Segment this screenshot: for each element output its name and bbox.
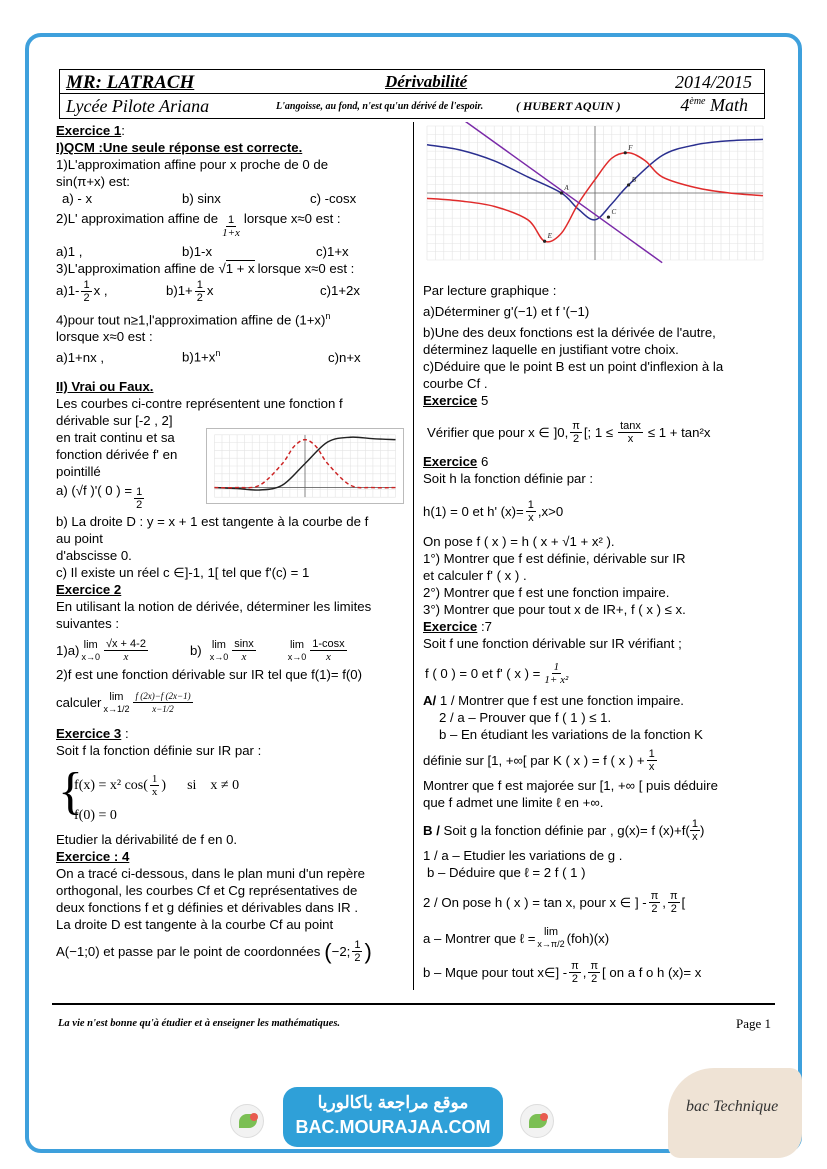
fraction-denominator: 2 <box>670 902 677 915</box>
exercise-4-text: La droite D est tangente à la courbe Cf au point <box>56 916 334 932</box>
exercise-6-text: Soit h la fonction définie par : <box>423 471 594 486</box>
exercise-5-statement <box>423 415 768 449</box>
header-quote: L'angoisse, au fond, n'est qu'un dérivé de l'espoir. <box>276 101 484 112</box>
true-false-text: pointillé <box>56 463 101 479</box>
fraction-denominator: 2 <box>196 292 203 304</box>
chart-cf-cg <box>423 122 767 264</box>
exercise-4-qc2: courbe Cf . <box>423 376 488 391</box>
lim-subscript: x→1/2 <box>103 703 130 714</box>
exercise-7-a4 <box>423 743 768 777</box>
exercise-4-qc1: c)Déduire que le point B est un point d'inflexion à la <box>423 359 724 374</box>
teacher-name: MR: LATRACH <box>66 72 195 93</box>
exercise-4-text5 <box>56 939 411 964</box>
fraction-denominator: x <box>528 511 534 524</box>
statement-text: a – Montrer que ℓ = <box>423 930 536 946</box>
fraction <box>195 279 205 304</box>
fraction-denominator: x <box>151 785 158 798</box>
qcm-q1-choices <box>56 190 411 207</box>
fraction-numerator: 1 <box>136 485 143 498</box>
fraction-numerator: 1-cosx <box>312 638 345 651</box>
exercise-5-title: Exercice <box>423 393 478 408</box>
exponent: n <box>215 348 221 359</box>
statement-text: Vérifier que pour x ∈ ]0, <box>427 424 569 440</box>
quote-author: ( HUBERT AQUIN ) <box>516 99 621 113</box>
fraction <box>569 960 581 985</box>
exercise-3-colon: : <box>124 725 129 741</box>
exercise-4-reading: Par lecture graphique : <box>423 283 557 298</box>
fraction-denominator: 2 <box>651 902 658 915</box>
piecewise-definition <box>56 763 411 827</box>
statement-text: , <box>662 894 666 910</box>
fraction-numerator: π <box>590 959 599 972</box>
true-false-c: c) Il existe un réel c ∈]-1, 1[ tel que f'(c) = 1 <box>56 564 310 580</box>
exercise-2-text: suivantes : <box>56 615 120 631</box>
fraction-denominator: 1+ x² <box>544 673 569 686</box>
exercise-7-text: Soit f une fonction dérivable sur IR vérifiant ; <box>423 636 682 651</box>
question-text: lorsque x≈0 est : <box>243 211 341 226</box>
fraction-numerator: π <box>669 889 678 902</box>
choice <box>56 279 166 304</box>
fraction-numerator: 1 <box>648 747 655 760</box>
qcm-q4-line2: lorsque x≈0 est : <box>56 329 153 345</box>
paren-open: ( <box>324 938 332 964</box>
fraction-numerator: π <box>572 419 580 432</box>
true-false-text: en trait continu et sa <box>56 429 175 445</box>
exercise-7-b2: b – Déduire que ℓ = 2 f ( 1 ) <box>427 865 586 880</box>
fraction-numerator: 1 <box>83 279 90 291</box>
column-divider <box>413 122 414 990</box>
fraction <box>232 638 256 663</box>
choice-text: a)1- <box>56 282 80 298</box>
equation-text: f(x) = x² cos( <box>74 777 148 793</box>
fraction <box>81 279 91 304</box>
statement-text: b – Mque pour tout x∈] - <box>423 964 568 980</box>
choice: c) -cosx <box>310 191 357 206</box>
exercise-6-h <box>423 493 768 529</box>
choice: c)n+x <box>328 349 361 365</box>
fraction-denominator: x <box>326 651 331 664</box>
choice: a) - x <box>62 191 93 206</box>
fraction-numerator: 1 <box>196 279 203 291</box>
statement-text: ≤ 1 + tan²x <box>647 424 711 440</box>
sqrt-radicand: 1 + x <box>225 261 255 276</box>
qcm-q4-line1 <box>56 308 411 328</box>
school-year: 2014/2015 <box>674 72 752 92</box>
exercise-3-question: Etudier la dérivabilité de f en 0. <box>56 831 238 847</box>
exercise-6-q2: 2°) Montrer que f est une fonction impaire. <box>423 585 670 600</box>
fraction <box>352 939 362 964</box>
qcm-title: I)QCM :Une seule réponse est correcte. <box>56 140 303 155</box>
fraction-denominator: 2 <box>136 498 143 511</box>
fraction-numerator: 1 <box>354 938 361 951</box>
lim-subscript: x→π/2 <box>537 939 565 949</box>
lim-subscript: x→0 <box>287 651 307 662</box>
exercise-7-a3: b – En étudiant les variations de la fonction K <box>439 727 703 742</box>
fraction-numerator: 1 <box>527 498 534 511</box>
true-false-title: II) Vrai ou Faux. <box>56 378 154 394</box>
exercise-2-text: En utilisant la notion de dérivée, déterminer les limites <box>56 598 372 614</box>
paren-close: ) <box>364 938 372 964</box>
fraction-denominator: x <box>627 432 634 445</box>
fraction-numerator: 1 <box>691 817 698 830</box>
true-false-text: Les courbes ci-contre représentent une fonction f <box>56 395 343 411</box>
point-marker <box>560 191 563 194</box>
limit-operator <box>537 926 564 950</box>
exercise-4-text: A(−1;0) et passe par le point de coordonnées <box>56 943 321 959</box>
true-false-text: fonction dérivée f' en <box>56 446 178 462</box>
point-coordinate: −2; <box>331 943 351 959</box>
header-top-row <box>60 70 764 94</box>
fraction-numerator: √x + 4-2 <box>105 638 146 651</box>
statement-text: 1 / Montrer que f est une fonction impaire. <box>436 693 684 708</box>
fraction <box>133 690 192 715</box>
choice <box>166 279 320 304</box>
qcm-q3 <box>56 260 411 277</box>
statement-text: (foh)(x) <box>566 930 610 946</box>
choice: b) sinx <box>182 191 221 206</box>
fraction-denominator: 2 <box>591 972 598 985</box>
exercise-4-text: orthogonal, les courbes Cf et Cg représentatives de <box>56 882 358 898</box>
point-label: F <box>628 143 633 152</box>
question-text: lorsque x≈0 est : <box>257 261 355 276</box>
brand-logo-icon <box>230 1104 264 1138</box>
exercise-6-q1b: et calculer f' ( x ) . <box>423 568 527 583</box>
fraction-numerator: f (2x)−f (2x−1) <box>135 691 191 702</box>
lim-text: lim <box>109 690 124 703</box>
fraction <box>134 486 144 511</box>
qcm-q2 <box>56 210 411 239</box>
limits-row <box>56 636 411 666</box>
exercise-6-q3: 3°) Montrer que pour tout x de IR+, f ( x ) ≤ x. <box>423 602 686 617</box>
exercise-6-title: Exercice <box>423 454 478 469</box>
fraction-denominator: x <box>123 651 129 664</box>
calc-label: calculer <box>56 695 102 711</box>
page-number: Page 1 <box>735 1016 771 1031</box>
statement-text: définie sur [1, +∞[ par K ( x ) = f ( x ) + <box>423 752 645 768</box>
statement-text: , <box>582 964 587 980</box>
limit-operator <box>288 639 307 663</box>
limit-label: 1)a) <box>56 643 80 659</box>
qcm-q3-choices <box>56 279 411 304</box>
fraction-denominator: x <box>648 760 655 773</box>
exercise-6-q1: 1°) Montrer que f est définie, dérivable sur IR <box>423 551 686 566</box>
point-label: B <box>631 175 636 184</box>
fraction <box>649 890 661 915</box>
exercise-7-a5: Montrer que f est majorée sur [1, +∞ [ puis déduire <box>423 778 718 793</box>
qcm-q1-line2: sin(π+x) est: <box>56 174 130 189</box>
choice-text: b)1+ <box>166 282 193 298</box>
fraction <box>220 214 242 239</box>
exercise-3-text: Soit f la fonction définie sur IR par : <box>56 742 262 758</box>
fraction <box>588 960 600 985</box>
class-level <box>680 95 748 116</box>
point-marker <box>543 240 546 243</box>
question-text: 2)L' approximation affine de <box>56 211 219 226</box>
choice <box>182 345 328 365</box>
fraction-denominator: 2 <box>354 951 361 964</box>
true-false-text: dérivable sur [-2 , 2] <box>56 412 173 428</box>
exercise-4-qa: a)Déterminer g'(−1) et f '(−1) <box>423 304 590 319</box>
fraction <box>618 420 643 445</box>
exercise-7-b3 <box>423 887 768 917</box>
choice-text: b)1+x <box>182 349 216 365</box>
statement-text: 2 / On pose h ( x ) = tan x, pour x ∈ ] - <box>423 894 647 910</box>
choice: a)1+nx , <box>56 349 105 365</box>
statement-text: h(1) = 0 et h' (x)= <box>423 503 524 519</box>
brand-url: BAC.MOURAJAA.COM <box>295 1117 491 1137</box>
fraction-denominator: x−1/2 <box>152 704 174 715</box>
limit-operator <box>103 691 129 715</box>
chart-f-and-derivative <box>206 428 404 504</box>
lim-subscript: x→0 <box>209 651 229 662</box>
fraction-numerator: tanx <box>620 419 641 432</box>
choice-text: x <box>206 282 214 298</box>
fraction-denominator: 2 <box>571 972 579 985</box>
limit-operator <box>210 639 229 663</box>
statement-text: [ <box>681 894 686 910</box>
school-name: Lycée Pilote Ariana <box>66 96 210 116</box>
fraction-numerator: 1 <box>553 660 560 673</box>
exercise-4-title: Exercice : 4 <box>56 848 130 864</box>
lim-text: lim <box>543 926 559 938</box>
fraction-denominator: 2 <box>572 432 580 445</box>
statement-text: a) (√f )'( 0 ) = <box>56 482 133 498</box>
statement-text: f ( 0 ) = 0 et f' ( x ) = <box>425 665 541 681</box>
bac-technique-logo: bac Technique <box>668 1068 802 1158</box>
statement-text: ) <box>699 822 705 838</box>
piecewise-line2: f(0) = 0 <box>74 807 117 823</box>
question-text: 3)L'approximation affine de <box>56 261 215 276</box>
point-marker <box>627 183 630 186</box>
fraction <box>526 499 536 524</box>
statement-text: ,x>0 <box>537 503 564 519</box>
brand-banner[interactable] <box>283 1087 503 1147</box>
class-level-number: 4 <box>680 95 690 115</box>
lim-text: lim <box>83 638 98 651</box>
exercise-2-title: Exercice 2 <box>56 581 122 597</box>
exercise-7-number: :7 <box>480 619 492 634</box>
qcm-q2-choices <box>56 243 411 260</box>
fraction-denominator: 1+x <box>222 227 240 239</box>
fraction-denominator: x <box>241 651 247 664</box>
exercise-5-number: 5 <box>480 393 489 408</box>
exercise-4-qb2: déterminez laquelle en justifiant votre choix. <box>423 342 679 357</box>
exercise-3-title: Exercice 3 <box>56 725 122 741</box>
true-false-b-line3: d'abscisse 0. <box>56 547 132 563</box>
part-label: B / <box>423 822 440 838</box>
fraction-denominator: 2 <box>83 292 90 304</box>
choice: c)1+x <box>316 244 349 259</box>
fraction <box>647 748 657 773</box>
class-level-name: Math <box>705 95 748 115</box>
exponent: n <box>325 311 331 321</box>
fraction-denominator: x <box>692 830 698 843</box>
limit-operator <box>81 639 100 663</box>
equation-text: ) si x ≠ 0 <box>161 777 240 793</box>
exercise-7-a6: que f admet une limite ℓ en +∞. <box>423 795 604 810</box>
lim-subscript: x→0 <box>81 651 100 662</box>
sqrt-expression: √1 + x <box>218 261 255 276</box>
footer-motto: La vie n'est bonne qu'à étudier et à enseigner les mathématiques. <box>58 1018 341 1029</box>
fraction <box>310 638 346 663</box>
brand-logo-icon <box>520 1104 554 1138</box>
lim-text: lim <box>289 638 305 651</box>
exercise-2-q2: 2)f est une fonction dérivable sur IR tel que f(1)= f(0) <box>56 666 363 682</box>
exercise-7-condition <box>423 656 768 690</box>
exercise-7-b4 <box>423 923 768 953</box>
fraction <box>150 773 160 798</box>
choice: a)1 , <box>56 244 83 259</box>
exercise-2-calc <box>56 683 411 723</box>
true-false-b-line2: au point <box>56 530 103 546</box>
fraction <box>542 661 570 686</box>
point-marker <box>624 151 627 154</box>
exercise-4-text: On a tracé ci-dessous, dans le plan muni d'un repère <box>56 865 365 881</box>
limit-label: b) <box>189 643 202 659</box>
exercise-4-text: deux fonctions f et g définies et dérivables dans IR . <box>56 899 359 915</box>
qcm-q4-choices <box>56 345 411 365</box>
true-false-b-line1: b) La droite D : y = x + 1 est tangente à la courbe de f <box>56 513 369 529</box>
lim-text: lim <box>211 638 226 651</box>
choice: c)1+2x <box>320 282 360 298</box>
document-title: Dérivabilité <box>385 72 468 91</box>
fraction-numerator: 1 <box>151 772 158 785</box>
exercise-6-pose: On pose f ( x ) = h ( x + √1 + x² ). <box>423 534 615 549</box>
fraction <box>104 638 148 663</box>
qcm-q1-line1: 1)L'approximation affine pour x proche de 0 de <box>56 157 329 172</box>
fraction-numerator: sinx <box>234 638 254 651</box>
point-marker <box>607 216 610 219</box>
piecewise-line1 <box>74 773 239 798</box>
choice: b)1-x <box>182 244 213 259</box>
exercise-7-a1 <box>423 692 768 709</box>
exercise-7-b5 <box>423 957 768 987</box>
exercise-7-b1: 1 / a – Etudier les variations de g . <box>423 848 623 863</box>
exercise-7-b <box>423 817 768 843</box>
class-level-suffix: ème <box>689 96 706 107</box>
document-header <box>59 69 765 119</box>
point-label: A <box>564 184 569 192</box>
exercise-1-title: Exercice 1 <box>56 123 122 138</box>
footer-rule <box>52 1003 775 1005</box>
fraction <box>570 420 582 445</box>
exercise-7-a2: 2 / a – Prouver que f ( 1 ) ≤ 1. <box>439 710 612 725</box>
exercise-1-colon: : <box>121 123 125 138</box>
point-label: C <box>611 208 617 217</box>
fraction-numerator: π <box>650 889 659 902</box>
statement-text: Soit g la fonction définie par , g(x)= f (x)+f( <box>439 822 690 838</box>
left-column <box>56 122 411 964</box>
fraction <box>668 890 680 915</box>
part-label: A/ <box>423 693 437 708</box>
exercise-4-qb1: b)Une des deux fonctions est la dérivée de l'autre, <box>423 325 716 340</box>
exercise-7-title: Exercice <box>423 619 478 634</box>
statement-text: [; 1 ≤ <box>583 424 614 440</box>
fraction-numerator: 1 <box>227 214 235 226</box>
question-text: 4)pour tout n≥1,l'approximation affine de (1+x) <box>56 312 326 328</box>
brand-arabic: موقع مراجعة باكالوريا <box>317 1093 469 1112</box>
choice-text: x , <box>93 282 108 298</box>
statement-text: [ on a f o h (x)= x <box>602 964 702 980</box>
right-column <box>423 282 768 987</box>
brace: { <box>58 762 83 820</box>
fraction-numerator: π <box>571 959 579 972</box>
point-label: E <box>547 232 552 241</box>
exercise-6-number: 6 <box>480 454 489 469</box>
fraction <box>690 818 700 843</box>
